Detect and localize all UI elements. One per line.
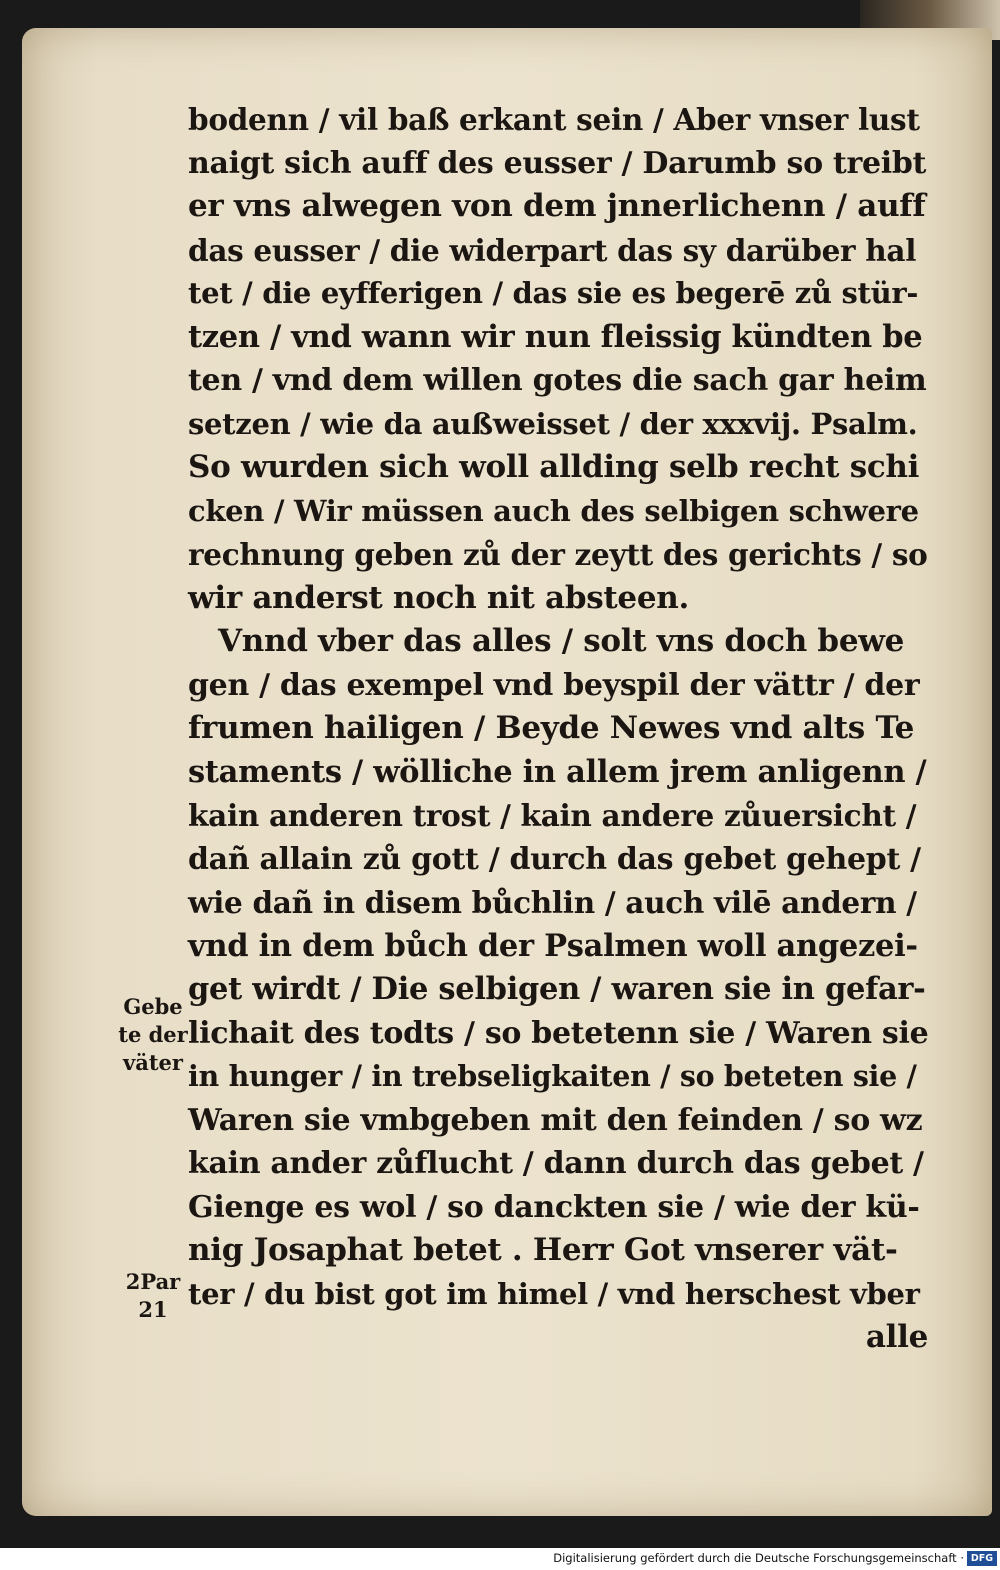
text-line: lichait des todts / so betetenn sie / Waren sie xyxy=(188,1015,929,1051)
text-line: get wirdt / Die selbigen / waren sie in gefar- xyxy=(188,971,926,1007)
text-line: dañ allain zů gott / durch das gebet gehept / xyxy=(188,841,921,877)
text-line: vnd in dem bůch der Psalmen woll angezei- xyxy=(188,927,918,964)
text-line: staments / wölliche in allem jrem anligenn / xyxy=(188,753,927,790)
margin-note-line: 21 xyxy=(138,1297,168,1322)
margin-note-gebete xyxy=(108,993,198,1077)
text-line: Gienge es wol / so danckten sie / wie der kü- xyxy=(188,1189,920,1225)
text-line: rechnung geben zů der zeytt des gerichts / so xyxy=(188,537,928,572)
margin-note-line: 2Par xyxy=(125,1269,181,1294)
text-line: tzen / vnd wann wir nun fleissig kündten be xyxy=(188,318,923,355)
dfg-logo-icon: DFG xyxy=(967,1551,997,1566)
text-line: in hunger / in trebseligkaiten / so beteten sie / xyxy=(188,1059,917,1093)
text-line: ter / du bist got im himel / vnd herschest vber xyxy=(188,1276,920,1311)
text-line: nig Josaphat betet . Herr Got vnserer vät- xyxy=(188,1232,898,1268)
text-line: frumen hailigen / Beyde Newes vnd alts Te xyxy=(188,710,915,746)
text-line: das eusser / die widerpart das sy darüber hal xyxy=(188,232,917,268)
text-line: kain ander zůflucht / dann durch das gebet / xyxy=(188,1146,924,1181)
paragraph-start-line: Vnnd vber das alles / solt vns doch bewe xyxy=(218,623,905,659)
text-line: gen / das exempel vnd beyspil der vättr / der xyxy=(188,667,920,703)
text-line: ten / vnd dem willen gotes die sach gar heim xyxy=(188,363,927,398)
page-text xyxy=(188,98,928,1360)
text-line: tet / die eyfferigen / das sie es begerē zů stür- xyxy=(188,276,919,310)
text-line: naigt sich auff des eusser / Darumb so treibt xyxy=(188,145,927,181)
text-line: bodenn / vil baß erkant sein / Aber vnser lust xyxy=(188,102,920,137)
text-line: wie dañ in disem bůchlin / auch vilē andern / xyxy=(188,885,917,920)
digitization-footer xyxy=(0,1548,1000,1570)
text-line: er vns alwegen von dem jnnerlichenn / auff xyxy=(188,188,926,224)
margin-note-line: väter xyxy=(123,1050,183,1075)
margin-note-reference xyxy=(108,1268,198,1324)
text-line: setzen / wie da außweisset / der xxxvij. Psalm. xyxy=(188,406,918,441)
text-line: cken / Wir müssen auch des selbigen schwere xyxy=(188,493,919,528)
text-line: Waren sie vmbgeben mit den feinden / so wz xyxy=(188,1102,923,1138)
funding-credit: Digitalisierung gefördert durch die Deutsche Forschungsgemeinschaft · xyxy=(553,1551,964,1565)
text-line: wir anderst noch nit absteen. xyxy=(188,579,689,616)
margin-note-line: Gebe xyxy=(123,994,183,1019)
text-line: kain anderen trost / kain andere zůuersicht / xyxy=(188,798,917,833)
margin-note-line: te der xyxy=(118,1022,188,1047)
text-line: So wurden sich woll allding selb recht schi xyxy=(188,449,920,485)
catchword: alle xyxy=(865,1319,928,1355)
